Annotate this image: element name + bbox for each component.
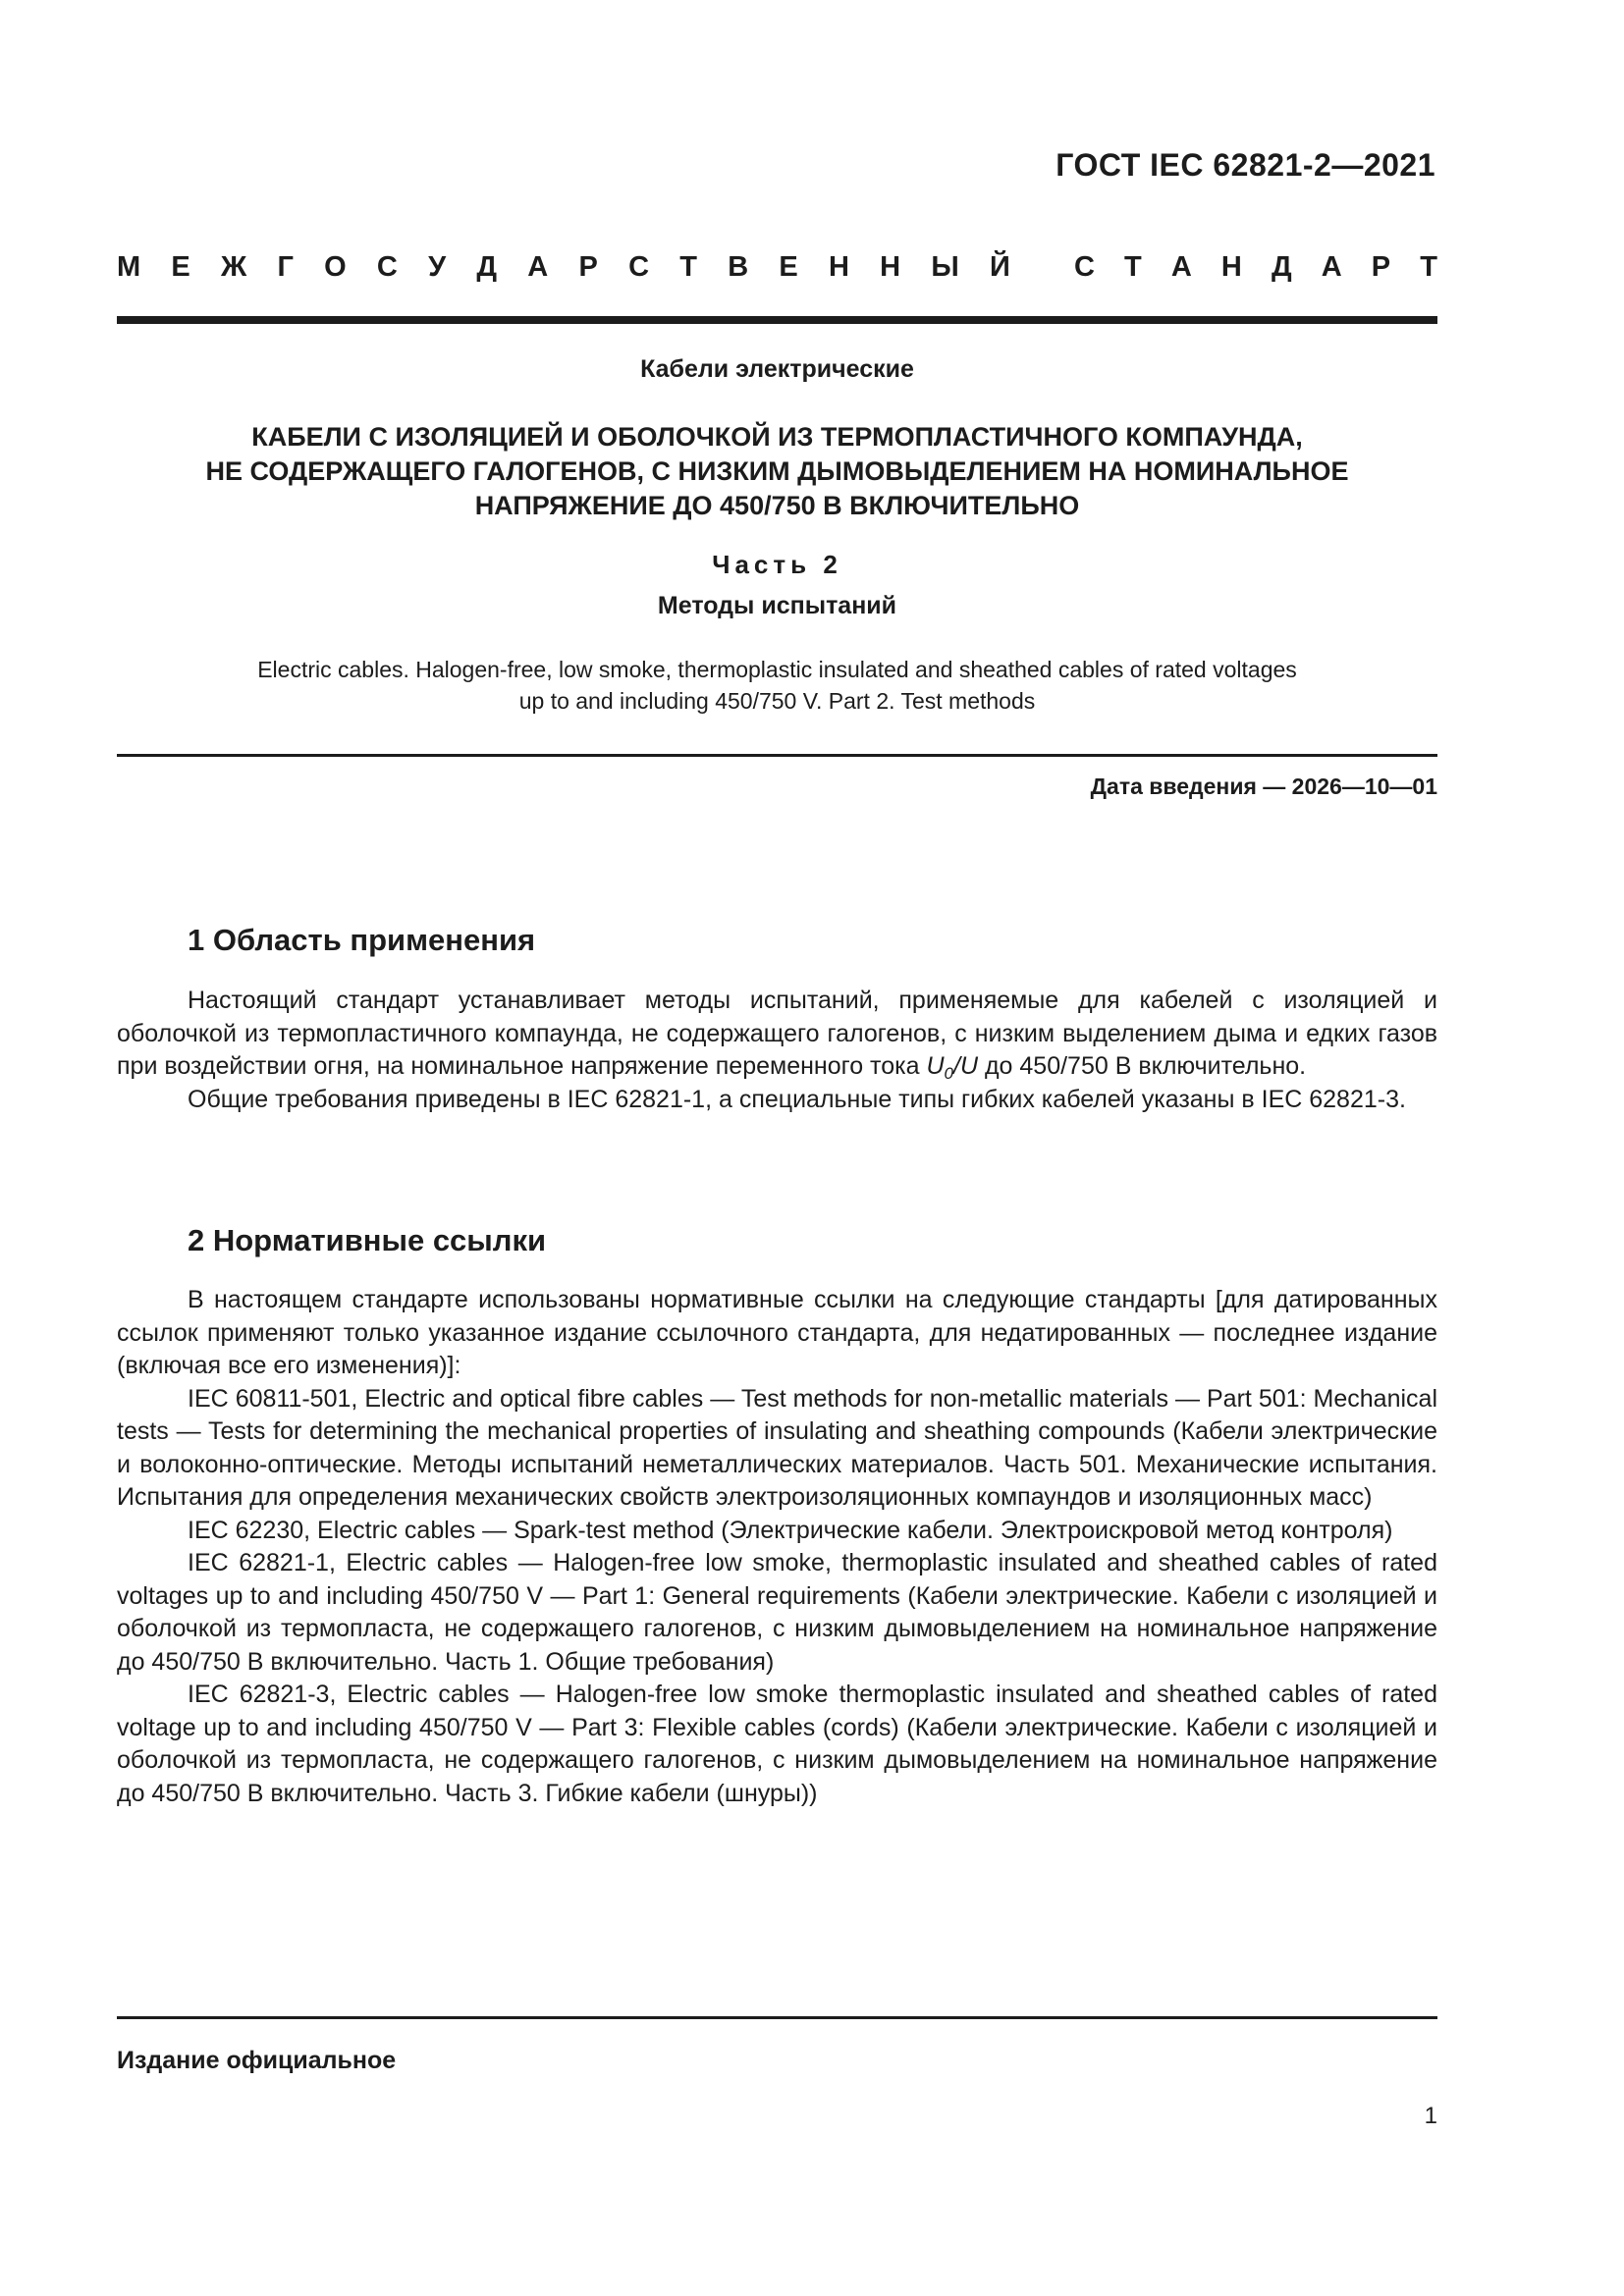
banner-letter: С [376, 251, 398, 283]
banner-letter: Е [779, 251, 798, 283]
title-line: КАБЕЛИ С ИЗОЛЯЦИЕЙ И ОБОЛОЧКОЙ ИЗ ТЕРМОПЛАСТИЧНОГО КОМПАУНДА, [251, 422, 1303, 452]
standard-type-banner [117, 251, 1437, 284]
banner-letter: Д [1271, 251, 1292, 283]
section-normative-references [117, 1221, 1437, 1810]
banner-letter: Р [578, 251, 598, 283]
banner-word-interstate [117, 251, 1010, 284]
introduction-date: Дата введения — 2026—10—01 [1090, 774, 1437, 799]
banner-letter: У [428, 251, 447, 283]
document-number: ГОСТ IEC 62821-2—2021 [1056, 147, 1435, 183]
paragraph: Общие требования приведены в IEC 62821-1, а специальные типы гибких кабелей указаны в IEC 62821-3. [188, 1085, 1406, 1113]
title-line: НЕ СОДЕРЖАЩЕГО ГАЛОГЕНОВ, С НИЗКИМ ДЫМОВЫДЕЛЕНИЕМ НА НОМИНАЛЬНОЕ [205, 456, 1349, 486]
banner-letter: Н [828, 251, 849, 283]
part-label: Часть 2 [712, 550, 842, 579]
section-heading: 2 Нормативные ссылки [188, 1223, 547, 1257]
footer-divider [117, 2016, 1437, 2019]
reference-item: IEC 62821-3, Electric cables — Halogen-free low smoke thermoplastic insulated and sheathed cables of rated voltage up to and including 450/750 V — Part 3: Flexible cables (cords) (Кабели электрические. Кабели с изоляцией и оболочкой из термопласта, не содержащего галогенов, с низким дымовыделением на номинальное напряжение до 450/750 В включительно. Часть 3. Гибкие кабели (шнуры)) [117, 1681, 1437, 1807]
english-title-line: Electric cables. Halogen-free, low smoke, thermoplastic insulated and sheathed cables of rated voltages [257, 657, 1297, 682]
banner-letter: Г [277, 251, 294, 283]
reference-item: IEC 62230, Electric cables — Spark-test method (Электрические кабели. Электроискровой метод контроля) [188, 1516, 1393, 1544]
english-title-line: up to and including 450/750 V. Part 2. Test methods [518, 688, 1036, 714]
title-line: НАПРЯЖЕНИЕ ДО 450/750 В ВКЛЮЧИТЕЛЬНО [474, 491, 1080, 520]
header-divider [117, 316, 1437, 324]
reference-item: IEC 60811-501, Electric and optical fibre cables — Test methods for non-metallic materials — Part 501: Mechanical tests — Tests for determining the mechanical properties of insulating and sheathing compounds (Кабели электрические и волоконно-оптические. Методы испытаний неметаллических материалов. Часть 501. Механические испытания. Испытания для определения механических свойств электроизоляционных компаундов и изоляционных масс) [117, 1384, 1437, 1511]
paragraph [117, 985, 1437, 1084]
subject-heading: Кабели электрические [640, 355, 914, 383]
banner-letter: С [628, 251, 650, 283]
banner-letter: В [728, 251, 749, 283]
section-scope [117, 921, 1437, 1116]
part-title: Методы испытаний [657, 592, 897, 619]
banner-letter: Е [171, 251, 190, 283]
banner-letter: А [1170, 251, 1192, 283]
banner-letter: Н [880, 251, 901, 283]
banner-letter: Н [1220, 251, 1242, 283]
banner-letter: Д [476, 251, 498, 283]
paragraph: В настоящем стандарте использованы нормативные ссылки на следующие стандарты [для датированных ссылок применяют только указанное издание ссылочного стандарта, для недатированных — последнее издание (включая все его изменения)]: [117, 1286, 1437, 1379]
banner-letter: С [1074, 251, 1095, 283]
document-title [117, 420, 1437, 523]
banner-letter: Т [1124, 251, 1142, 283]
section-heading: 1 Область применения [188, 923, 536, 957]
english-title [117, 654, 1437, 717]
banner-letter: О [324, 251, 347, 283]
banner-letter: М [117, 251, 141, 283]
paragraph-text: Настоящий стандарт устанавливает методы испытаний, применяемые для кабелей с изоляцией и оболочкой из термопластичного компаунда, не содержащего галогенов, с низким выделением дыма и едких газов при воздействии огня, на номинальное напряжение переменного тока [117, 987, 1437, 1080]
official-edition-label: Издание официальное [117, 2047, 397, 2074]
banner-letter: Т [679, 251, 697, 283]
banner-letter: А [1321, 251, 1342, 283]
page-number: 1 [1424, 2103, 1437, 2129]
banner-letter: Й [989, 251, 1010, 283]
paragraph-text: до 450/750 В включительно. [978, 1052, 1307, 1080]
banner-letter: Р [1371, 251, 1391, 283]
voltage-symbol: $U_0/U$ [926, 1052, 978, 1083]
banner-letter: Ы [931, 251, 959, 283]
banner-letter: Т [1420, 251, 1437, 283]
banner-word-standard [1074, 251, 1437, 284]
banner-letter: Ж [220, 251, 247, 283]
reference-item: IEC 62821-1, Electric cables — Halogen-free low smoke, thermoplastic insulated and sheathed cables of rated voltages up to and including 450/750 V — Part 1: General requirements (Кабели электрические. Кабели с изоляцией и оболочкой из термопласта, не содержащего галогенов, с низким дымовыделением на номинальное напряжение до 450/750 В включительно. Часть 1. Общие требования) [117, 1549, 1437, 1676]
banner-letter: А [527, 251, 549, 283]
title-divider [117, 754, 1437, 757]
